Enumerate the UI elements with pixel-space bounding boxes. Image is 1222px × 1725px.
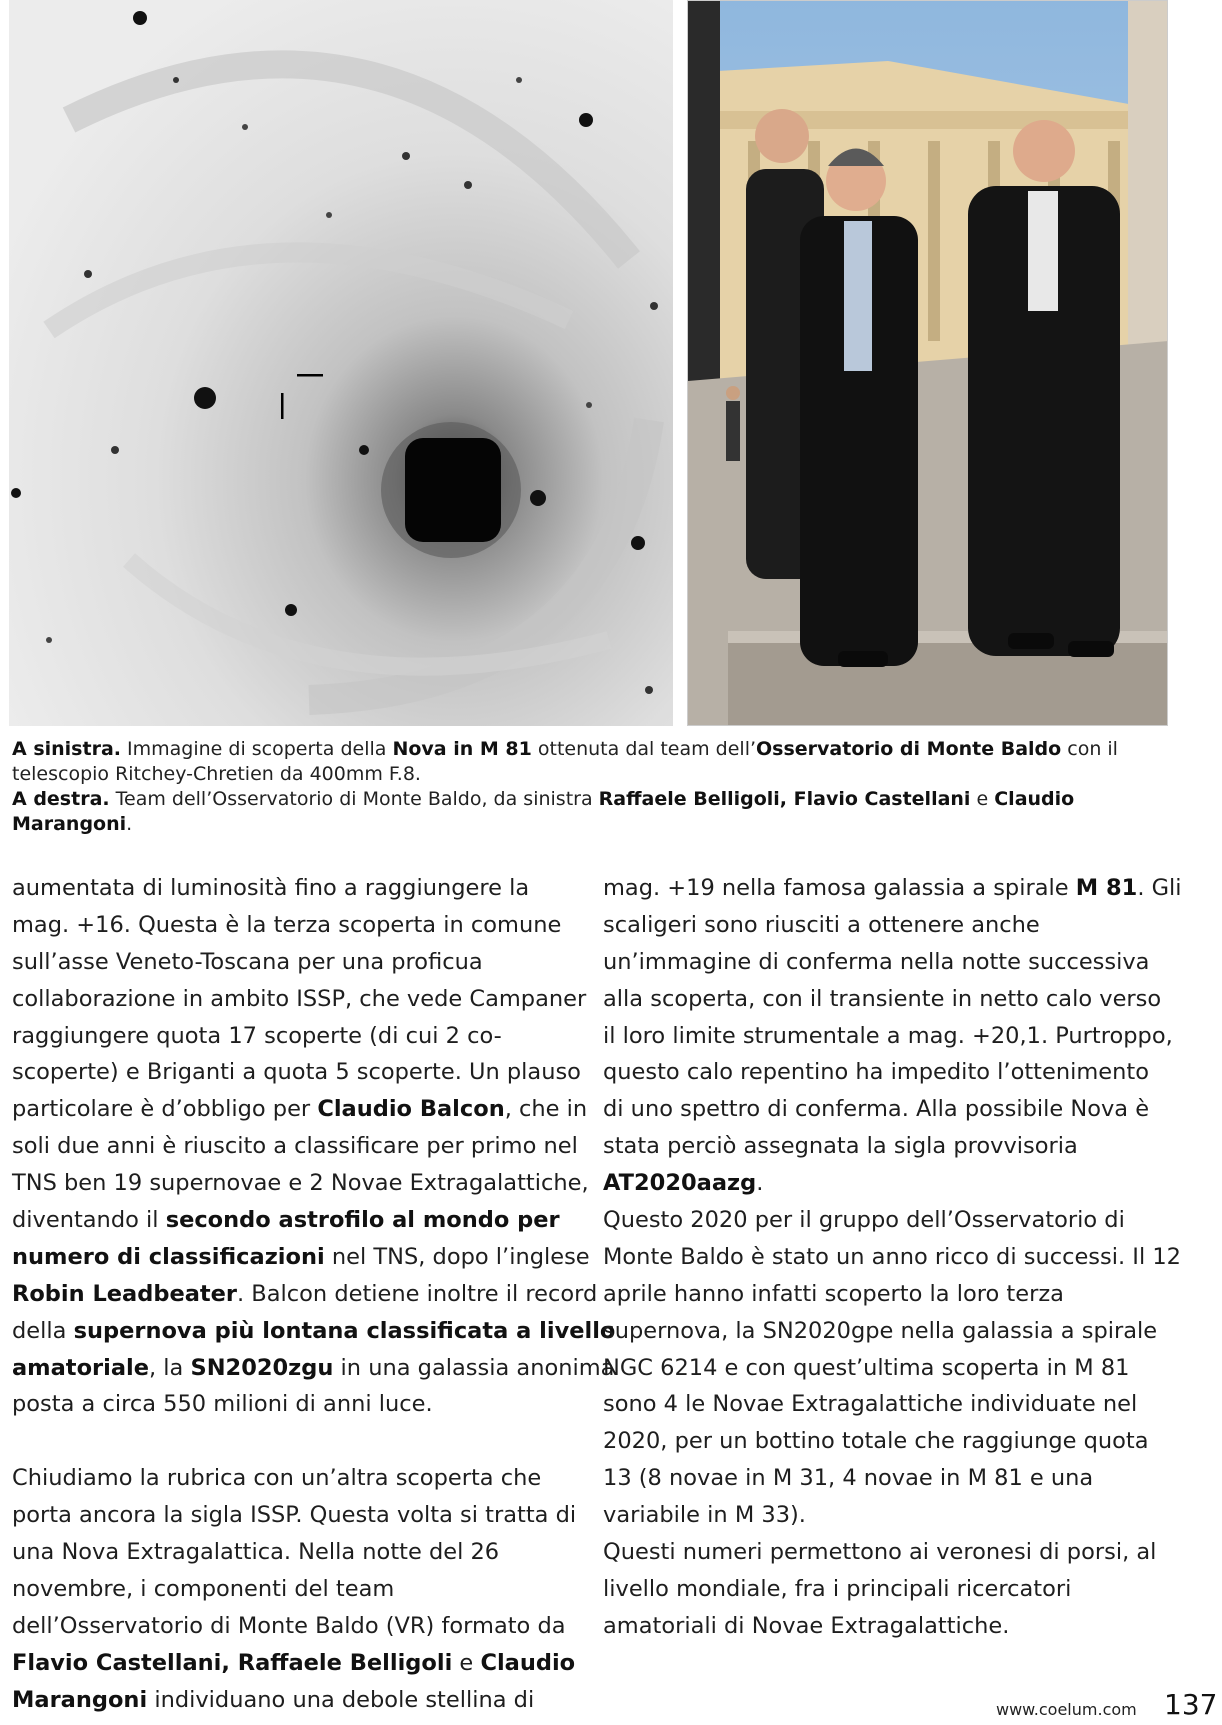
caption-left-label: A sinistra.: [12, 738, 121, 760]
text-line: posta a circa 550 milioni di anni luce.: [12, 1391, 433, 1418]
text-line: amatoriali di Novae Extragalattiche.: [603, 1612, 1010, 1639]
text-line: Robin Leadbeater. Balcon detiene inoltre il record: [12, 1280, 598, 1307]
text-line: di uno spettro di conferma. Alla possibile Nova è: [603, 1096, 1150, 1123]
footer-website[interactable]: www.coelum.com: [996, 1700, 1137, 1719]
team-photo-image: [687, 0, 1168, 726]
page-number: 137: [1164, 1688, 1218, 1721]
caption-right-label: A destra.: [12, 788, 110, 810]
text-line: il loro limite strumentale a mag. +20,1. Purtroppo,: [603, 1022, 1173, 1049]
blank-line: [12, 1423, 592, 1460]
text-line: novembre, i componenti del team: [12, 1575, 395, 1602]
article-column-left: [12, 870, 616, 1718]
text-line: alla scoperta, con il transiente in netto calo verso: [603, 985, 1162, 1012]
figure-caption: [12, 737, 1192, 837]
text-line: scaligeri sono riusciti a ottenere anche: [603, 911, 1040, 938]
text-line: aprile hanno infatti scoperto la loro terza: [603, 1280, 1064, 1307]
text-line: mag. +19 nella famosa galassia a spirale M 81. Gli: [603, 875, 1182, 901]
text-line: supernova, la SN2020gpe nella galassia a spirale: [603, 1317, 1158, 1344]
text-line: AT2020aazg.: [603, 1170, 764, 1197]
text-line: Chiudiamo la rubrica con un’altra scoperta che: [12, 1465, 542, 1492]
text-line: aumentata di luminosità fino a raggiungere la: [12, 875, 530, 901]
team-photo: [688, 1, 1168, 726]
text-line: dell’Osservatorio di Monte Baldo (VR) formato da: [12, 1612, 566, 1639]
text-line: numero di classificazioni nel TNS, dopo l’inglese: [12, 1243, 590, 1270]
text-line: sono 4 le Novae Extragalattiche individuate nel: [603, 1391, 1138, 1418]
text-line: collaborazione in ambito ISSP, che vede Campaner: [12, 985, 587, 1012]
caption-right: A destra. Team dell’Osservatorio di Monte Baldo, da sinistra Raffaele Belligoli, Flavio Castellani e Claudio Marangoni.: [12, 788, 1075, 835]
text-line: Monte Baldo è stato un anno ricco di successi. Il 12: [603, 1243, 1181, 1270]
text-line: NGC 6214 e con quest’ultima scoperta in M 81: [603, 1354, 1130, 1381]
text-line: della supernova più lontana classificata a livello: [12, 1317, 616, 1344]
text-line: un’immagine di conferma nella notte successiva: [603, 948, 1150, 975]
text-line: 13 (8 novae in M 31, 4 novae in M 81 e una: [603, 1465, 1094, 1492]
text-line: sull’asse Veneto-Toscana per una proficua: [12, 948, 483, 975]
text-line: Marangoni individuano una debole stellina di: [12, 1686, 535, 1713]
text-line: stata perciò assegnata la sigla provvisoria: [603, 1133, 1078, 1160]
caption-left: A sinistra. Immagine di scoperta della Nova in M 81 ottenuta dal team dell’Osservatorio di Monte Baldo con il telescopio Ritchey-Chretien da 400mm F.8.: [12, 738, 1118, 785]
text-line: questo calo repentino ha impedito l’ottenimento: [603, 1059, 1149, 1086]
text-line: scoperte) e Briganti a quota 5 scoperte. Un plauso: [12, 1059, 581, 1086]
text-line: amatoriale, la SN2020zgu in una galassia anonima: [12, 1354, 615, 1381]
galaxy-discovery-image: [9, 0, 673, 726]
text-line: Flavio Castellani, Raffaele Belligoli e Claudio: [12, 1649, 576, 1676]
article-column-right: [603, 870, 1183, 1645]
text-line: TNS ben 19 supernovae e 2 Novae Extragalattiche,: [12, 1170, 589, 1197]
text-line: livello mondiale, fra i principali ricercatori: [603, 1575, 1072, 1602]
text-line: Questo 2020 per il gruppo dell’Osservatorio di: [603, 1207, 1125, 1234]
text-line: una Nova Extragalattica. Nella notte del 26: [12, 1539, 500, 1566]
text-line: Questi numeri permettono ai veronesi di porsi, al: [603, 1539, 1157, 1566]
text-line: mag. +16. Questa è la terza scoperta in comune: [12, 911, 562, 938]
text-line: soli due anni è riuscito a classificare per primo nel: [12, 1133, 578, 1160]
text-line: diventando il secondo astrofilo al mondo per: [12, 1207, 560, 1234]
text-line: particolare è d’obbligo per Claudio Balcon, che in: [12, 1096, 588, 1123]
text-line: variabile in M 33).: [603, 1502, 806, 1529]
text-line: porta ancora la sigla ISSP. Questa volta si tratta di: [12, 1502, 577, 1529]
text-line: raggiungere quota 17 scoperte (di cui 2 co-: [12, 1022, 502, 1049]
galaxy-photo: [9, 0, 673, 726]
text-line: 2020, per un bottino totale che raggiunge quota: [603, 1428, 1149, 1455]
